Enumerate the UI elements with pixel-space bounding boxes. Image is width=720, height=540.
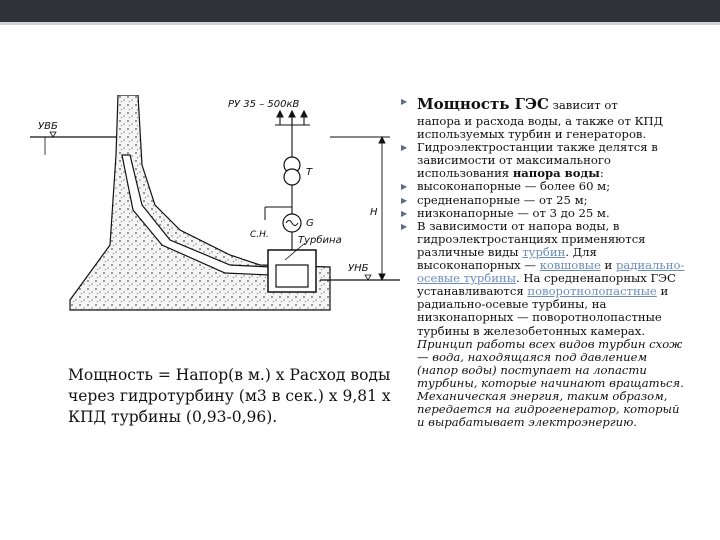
bullet-turbines-text-3: и (600, 258, 616, 273)
output-arrows (275, 111, 310, 125)
bullet-classification-end: : (599, 166, 604, 181)
bullet-turbines-text-1: В зависимости от напора воды, в гидроэлектростанциях применяются различные виды (417, 218, 646, 259)
upper-level-label: УВБ (38, 121, 58, 132)
bullet-classification-bold: напора воды (512, 166, 600, 181)
bullet-turbines (395, 220, 685, 430)
top-bar-accent (0, 22, 720, 25)
voltage-label: РУ 35 – 500кВ (228, 99, 300, 110)
dam-diagram (30, 95, 400, 325)
bullet-power-title-rest: зависит от (548, 98, 618, 112)
bullet-turbines-text-4: . На средненапорных ГЭС устанавливаются (417, 271, 676, 299)
bullet-medium-head-text: средненапорные — от 25 м; (417, 192, 588, 207)
bullet-classification (395, 141, 685, 180)
transformer-label: Т (306, 167, 313, 178)
bullet-icon: ▶ (401, 182, 408, 192)
bullet-turbines-text-2: . Для высоконапорных — (417, 244, 597, 273)
own-needs-label: С.Н. (250, 230, 269, 240)
lower-level-label: УНБ (348, 263, 369, 274)
bullet-power (395, 95, 685, 141)
bullet-high-head-text: высоконапорные — более 60 м; (417, 179, 611, 194)
top-bar (0, 0, 720, 22)
head-label: Н (370, 207, 378, 218)
link-kaplan[interactable]: поворотнолопастные (527, 284, 657, 299)
bullet-low-head-text: низконапорные — от 3 до 25 м. (417, 205, 610, 220)
lower-water-level (320, 275, 400, 280)
bullet-turbines-principle: Принцип работы всех видов турбин схож — вода, находящаяся под давлением (напор воды) поступает на лопасти турбины, которые начинают вращаться. Механическая энергия, таким образом, передается на гидрогенератор, который и вырабатывает электроэнергию. (417, 336, 684, 430)
bullet-power-title: Мощность ГЭС (417, 95, 549, 113)
bullet-icon: ▶ (401, 195, 408, 205)
bullet-icon: ▶ (401, 221, 408, 231)
link-turbines[interactable]: турбин (522, 244, 566, 259)
turbine-box (276, 265, 308, 287)
head-dimension (330, 137, 390, 280)
bullet-classification-text: Гидроэлектростанции также делятся в зависимости от максимального использования (417, 140, 658, 181)
transformer-bottom-icon (284, 169, 300, 185)
bullet-icon: ▶ (401, 143, 408, 153)
bullet-turbines-text-5: и радиально-осевые турбины, на низконапорных — поворотнолопастные турбины в железобетонных камерах. (417, 284, 669, 338)
link-pelton[interactable]: ковшовые (539, 258, 601, 273)
bullet-list (395, 95, 685, 429)
bullet-power-text: напора и расхода воды, а также от КПД используемых турбин и генераторов. (417, 114, 664, 142)
generator-label: G (306, 218, 314, 229)
turbine-label: Турбина (298, 235, 342, 246)
bullet-icon: ▶ (401, 208, 408, 218)
link-francis[interactable]: радиально-осевые турбины (417, 258, 685, 286)
power-formula: Мощность = Напор(в м.) х Расход воды через гидротурбину (м3 в сек.) х 9,81 х КПД турбины (0,93-0,96). (68, 366, 391, 426)
upper-water-level (30, 132, 120, 155)
bullet-icon: ▶ (401, 97, 408, 106)
